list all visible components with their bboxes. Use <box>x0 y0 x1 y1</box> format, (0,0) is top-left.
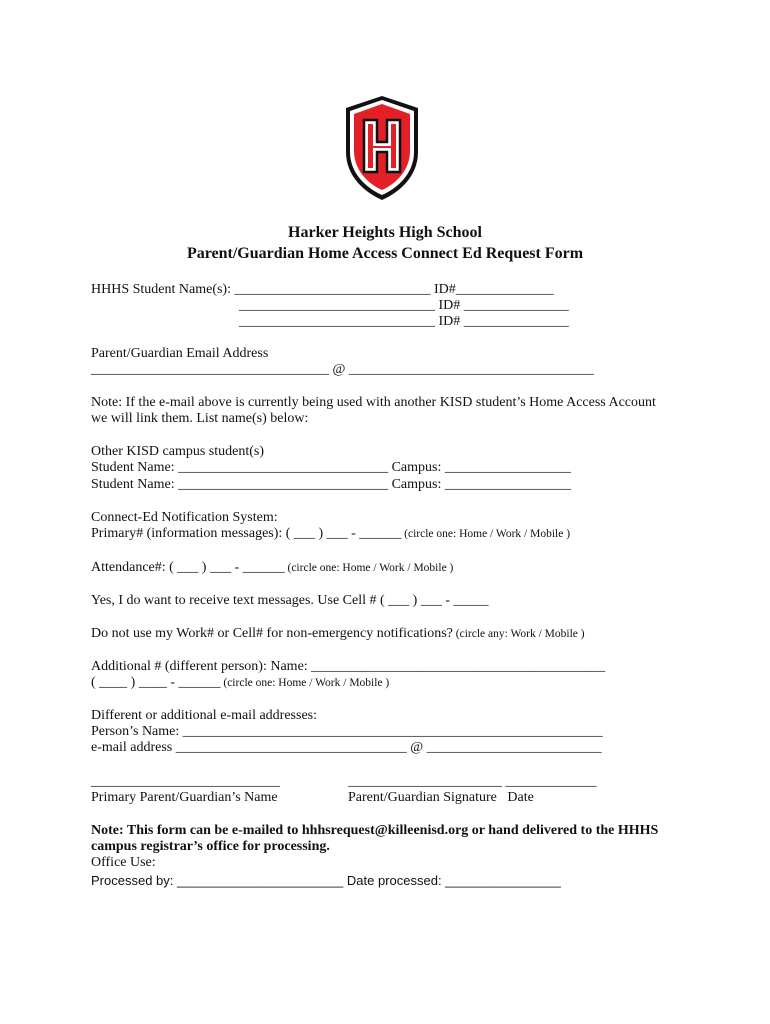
attendance-number-row <box>91 560 453 576</box>
email-line: __________________________________ @ ___________________________________ <box>91 362 594 377</box>
attendance-number-choice: (circle one: Home / Work / Mobile ) <box>284 562 454 574</box>
office-use-label: Office Use: <box>91 855 156 870</box>
footer-note-line-2: campus registrar’s office for processing. <box>91 839 330 854</box>
note-line-1: Note: If the e-mail above is currently being used with another KISD student’s Home Access Account <box>91 395 656 410</box>
no-work-choice: (circle any: Work / Mobile ) <box>452 628 585 640</box>
attendance-number: Attendance#: ( ___ ) ___ - ______ <box>91 560 285 575</box>
no-work-question: Do not use my Work# or Cell# for non-emergency notifications? <box>91 626 453 641</box>
note-line-2: we will link them. List name(s) below: <box>91 411 309 426</box>
other-student-row-2: Student Name: ______________________________ Campus: __________________ <box>91 477 571 492</box>
signature-date-label: Parent/Guardian Signature Date <box>348 790 534 805</box>
student-name-row-3: ____________________________ ID# _______________ <box>239 314 569 329</box>
form-title: Parent/Guardian Home Access Connect Ed Request Form <box>186 245 584 262</box>
additional-number-choice: (circle one: Home / Work / Mobile ) <box>220 677 390 689</box>
school-shield-logo <box>344 94 420 202</box>
signature-line-left: ___________________________ <box>91 774 280 789</box>
primary-number-row <box>91 526 570 542</box>
student-name-row-2: ____________________________ ID# _______________ <box>239 298 569 313</box>
no-work-row <box>91 626 585 642</box>
primary-number-choice: (circle one: Home / Work / Mobile ) <box>401 528 571 540</box>
additional-number: ( ____ ) ____ - ______ <box>91 675 221 690</box>
student-name-row-1: HHHS Student Name(s): ____________________________ ID#______________ <box>91 282 554 297</box>
signature-line-right: ______________________ _____________ <box>348 774 597 789</box>
additional-person-name: Person’s Name: ____________________________________________________________ <box>91 724 603 739</box>
other-students-heading: Other KISD campus student(s) <box>91 444 265 459</box>
additional-person-row: Additional # (different person): Name: __________________________________________ <box>91 659 606 674</box>
primary-number: Primary# (information messages): ( ___ ) ___ - ______ <box>91 526 402 541</box>
processed-row: Processed by: _______________________ Date processed: ________________ <box>91 873 561 888</box>
other-student-row-1: Student Name: ______________________________ Campus: __________________ <box>91 460 571 475</box>
email-label: Parent/Guardian Email Address <box>91 346 269 361</box>
additional-email-address: e-mail address _________________________________ @ _________________________ <box>91 740 602 755</box>
additional-number-row <box>91 675 389 691</box>
school-name: Harker Heights High School <box>288 224 482 241</box>
text-messages-row: Yes, I do want to receive text messages. Use Cell # ( ___ ) ___ - _____ <box>91 593 489 608</box>
primary-parent-name-label: Primary Parent/Guardian’s Name <box>91 790 278 805</box>
footer-note-line-1: Note: This form can be e-mailed to hhhsrequest@killeenisd.org or hand delivered to the HHHS <box>91 823 659 838</box>
connect-ed-heading: Connect-Ed Notification System: <box>91 510 278 525</box>
additional-email-heading: Different or additional e-mail addresses: <box>91 708 317 723</box>
